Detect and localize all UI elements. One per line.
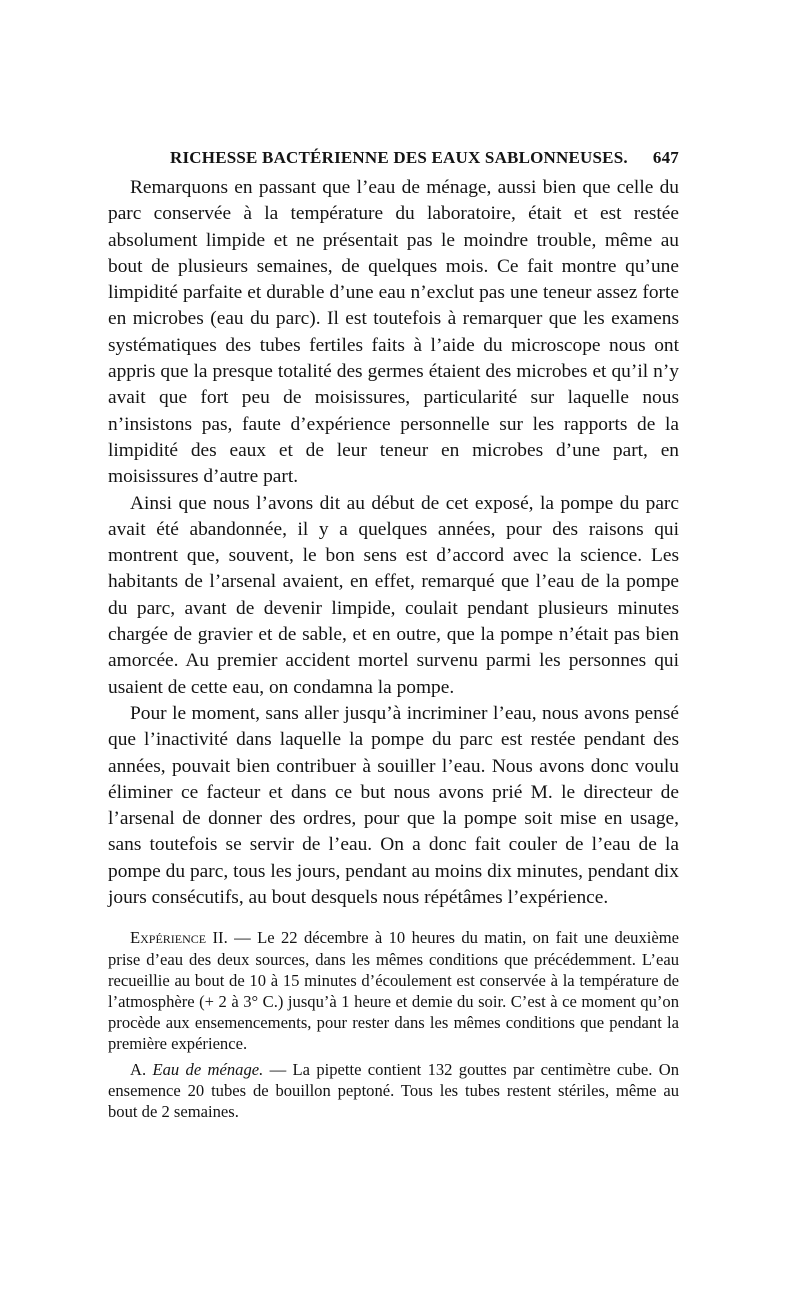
page-number: 647 <box>652 148 679 167</box>
eau-de-menage-paragraph <box>108 1059 679 1123</box>
paragraph-elimination-facteur: Pour le moment, sans aller jusqu’à incriminer l’eau, nous avons pensé que l’inactivité dans laquelle la pompe du parc est restée pendant des années, pouvait bien contribuer à souiller l’eau. Nous avons donc voulu éliminer ce facteur et dans ce but nous avons prié M. le directeur de l’arsenal de donner des ordres, pour que la pompe soit mise en usage, sans toutefois se servir de l’eau. On a donc fait couler de l’eau de la pompe du parc, tous les jours, pendant au moins dix minutes, pendant dix jours consécutifs, au bout desquels nous répétâmes l’expérience. <box>108 702 679 909</box>
experiment-ii-text: — Le 22 décembre à 10 heures du matin, on fait une deuxième prise d’eau des deux sources, dans les mêmes conditions que précédemment. L’eau recueillie au bout de 10 à 15 minutes d’écoulement est conservée à la température de l’atmosphère (+ 2 à 3° C.) jusqu’à 1 heure et demie du soir. C’est à ce moment qu’on procède aux ensemencements, pour rester dans les mêmes conditions que pendant la première expérience. <box>108 928 679 1054</box>
paragraph-limpidite: Remarquons en passant que l’eau de ménage, aussi bien que celle du parc conservée à la température du laboratoire, était et est restée absolument limpide et ne présentait pas le moindre trouble, même au bout de plusieurs semaines, de quelques mois. Ce fait montre qu’une limpidité parfaite et durable d’une eau n’exclut pas une teneur assez forte en microbes (eau du parc). Il est toutefois à remarquer que les examens systématiques des tubes fertiles faits à l’aide du microscope nous ont appris que la presque totalité des germes étaient des microbes et qu’il n’y avait que fort peu de moisissures, particularité sur laquelle nous n’insistons pas, faute d’expérience personnelle sur les rapports de la limpidité des eaux et de leur teneur en microbes d’une part, en moisissures d’autre part. <box>108 177 679 488</box>
page <box>108 148 679 1122</box>
section-a-label: A. <box>130 1059 153 1079</box>
running-head <box>108 148 679 168</box>
eau-de-menage-text: — La pipette contient 132 gouttes par centimètre cube. On ensemence 20 tubes de bouillon peptoné. Tous les tubes restent stériles, même au bout de 2 semaines. <box>108 1059 679 1121</box>
running-title: RICHESSE BACTÉRIENNE DES EAUX SABLONNEUSES. <box>170 148 628 167</box>
eau-de-menage-heading: Eau de ménage. <box>152 1059 264 1079</box>
paragraph-pompe-du-parc: Ainsi que nous l’avons dit au début de cet exposé, la pompe du parc avait été abandonnée, il y a quelques années, pour des raisons qui montrent que, souvent, le bon sens est d’accord avec la science. Les habitants de l’arsenal avaient, en effet, remarqué que l’eau de la pompe du parc, avant de devenir limpide, coulait pendant plusieurs minutes chargée de gravier et de sable, et en outre, que la pompe n’était pas bien amorcée. Au premier accident mortel survenu parmi les personnes qui usaient de cette eau, on condamna la pompe. <box>108 492 679 698</box>
experiment-ii-paragraph <box>108 927 679 1054</box>
experiment-ii-label: Expérience II. <box>130 928 228 948</box>
